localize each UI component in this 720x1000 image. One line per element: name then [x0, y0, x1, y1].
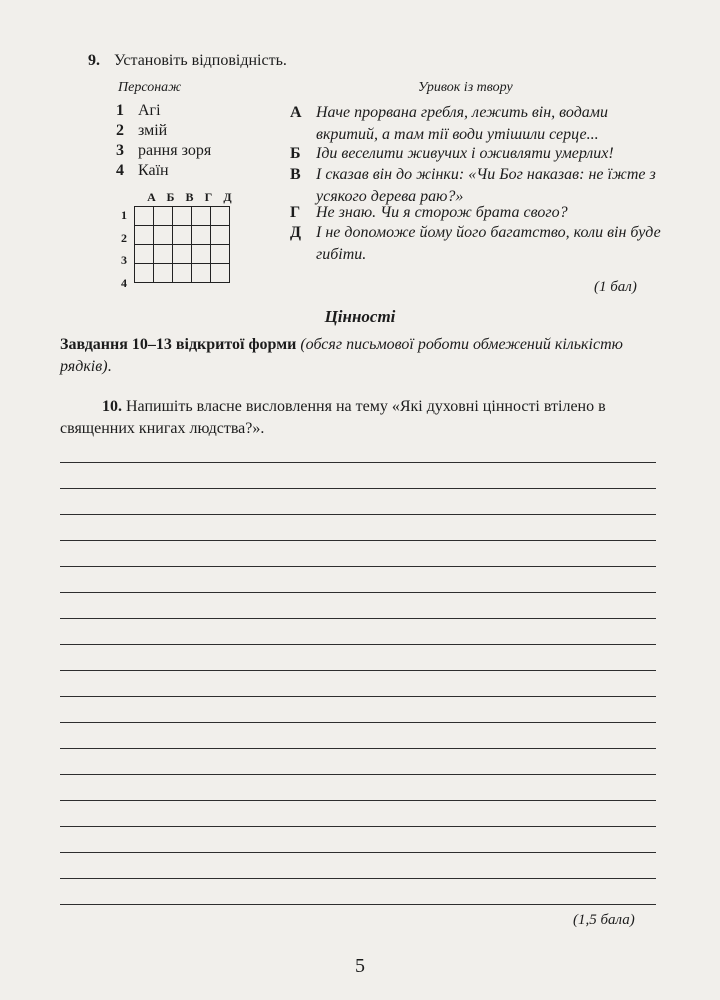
question-9-instruction: Установіть відповідність.: [114, 52, 287, 69]
answer-grid: [134, 206, 230, 283]
answer-line[interactable]: [60, 566, 656, 567]
grid-letter: А: [147, 190, 156, 204]
grid-cell[interactable]: [192, 226, 211, 245]
grid-cell[interactable]: [211, 226, 230, 245]
tasks-intro-end: .: [107, 358, 112, 375]
character-name: рання зоря: [138, 142, 212, 159]
excerpt-text: Наче прорвана гребля, лежить він, водами вкритий, а там тії води утішили серце...: [316, 104, 608, 143]
question-9-score: (1 бал): [594, 279, 637, 295]
answer-line[interactable]: [60, 696, 656, 697]
answer-grid-column-letters: [142, 190, 237, 205]
answer-line[interactable]: [60, 878, 656, 879]
grid-cell[interactable]: [173, 245, 192, 264]
grid-cell[interactable]: [211, 207, 230, 226]
answer-line[interactable]: [60, 618, 656, 619]
question-10: [60, 396, 670, 440]
grid-cell[interactable]: [154, 207, 173, 226]
grid-cell[interactable]: [192, 264, 211, 283]
character-name: змій: [138, 122, 168, 139]
grid-cell[interactable]: [173, 226, 192, 245]
answer-line[interactable]: [60, 904, 656, 905]
answer-line[interactable]: [60, 800, 656, 801]
tasks-intro-bold: Завдання 10–13 відкритої форми: [60, 336, 297, 353]
excerpt-text: Не знаю. Чи я сторож брата свого?: [316, 204, 568, 221]
answer-line[interactable]: [60, 540, 656, 541]
character-row: [116, 122, 167, 140]
grid-cell[interactable]: [135, 245, 154, 264]
grid-cell[interactable]: [154, 245, 173, 264]
character-number: 1: [116, 102, 124, 119]
grid-cell[interactable]: [135, 264, 154, 283]
answer-line[interactable]: [60, 774, 656, 775]
section-title: Цінності: [324, 307, 396, 326]
excerpt-letter: Б: [290, 145, 301, 162]
question-10-text: Напишіть власне висловлення на тему «Які духовні цінності втілено в священних книгах людства?».: [60, 398, 606, 437]
grid-letter: Д: [223, 190, 232, 204]
question-10-number: 10.: [102, 398, 122, 415]
answer-line[interactable]: [60, 462, 656, 463]
answer-line[interactable]: [60, 592, 656, 593]
tasks-intro-italic: (обсяг письмової роботи обмежений кількістю рядків): [60, 336, 623, 375]
grid-cell[interactable]: [211, 245, 230, 264]
grid-cell[interactable]: [154, 264, 173, 283]
answer-line[interactable]: [60, 488, 656, 489]
answer-line[interactable]: [60, 670, 656, 671]
answer-line[interactable]: [60, 514, 656, 515]
grid-cell[interactable]: [135, 226, 154, 245]
characters-header: Персонаж: [118, 80, 182, 95]
grid-row-number: 3: [121, 253, 127, 267]
answer-line[interactable]: [60, 748, 656, 749]
question-10-score: (1,5 бала): [573, 912, 635, 928]
grid-letter: Г: [204, 190, 213, 204]
character-number: 4: [116, 162, 124, 179]
excerpt-text: Іди веселити живучих і оживляти умерлих!: [316, 145, 614, 162]
grid-letter: В: [185, 190, 194, 204]
excerpt-letter: Г: [290, 204, 301, 221]
excerpt-text: І не допоможе йому його багатство, коли він буде гибіти.: [316, 224, 661, 263]
excerpt-letter: В: [290, 166, 301, 183]
character-row: [116, 102, 161, 120]
grid-cell[interactable]: [211, 264, 230, 283]
grid-cell[interactable]: [192, 207, 211, 226]
question-9-number: 9.: [88, 52, 100, 69]
grid-letter: Б: [166, 190, 175, 204]
character-name: Агі: [138, 102, 161, 119]
answer-line[interactable]: [60, 852, 656, 853]
excerpt-letter: А: [290, 104, 302, 121]
excerpt-text: І сказав він до жінки: «Чи Бог наказав: не їжте з усякого дерева раю?»: [316, 166, 656, 205]
grid-row-number: 4: [121, 276, 127, 290]
grid-cell[interactable]: [135, 207, 154, 226]
answer-line[interactable]: [60, 826, 656, 827]
grid-cell[interactable]: [173, 264, 192, 283]
grid-cell[interactable]: [192, 245, 211, 264]
character-row: [116, 162, 169, 180]
character-number: 3: [116, 142, 124, 159]
character-row: [116, 142, 211, 160]
answer-line[interactable]: [60, 644, 656, 645]
character-number: 2: [116, 122, 124, 139]
page-number: 5: [355, 955, 365, 977]
character-name: Каїн: [138, 162, 169, 179]
grid-row-number: 2: [121, 231, 127, 245]
answer-line[interactable]: [60, 722, 656, 723]
excerpts-header: Уривок із твору: [418, 80, 513, 95]
tasks-intro: [60, 334, 670, 378]
grid-row-number: 1: [121, 208, 127, 222]
excerpt-letter: Д: [290, 224, 302, 241]
grid-cell[interactable]: [154, 226, 173, 245]
grid-cell[interactable]: [173, 207, 192, 226]
